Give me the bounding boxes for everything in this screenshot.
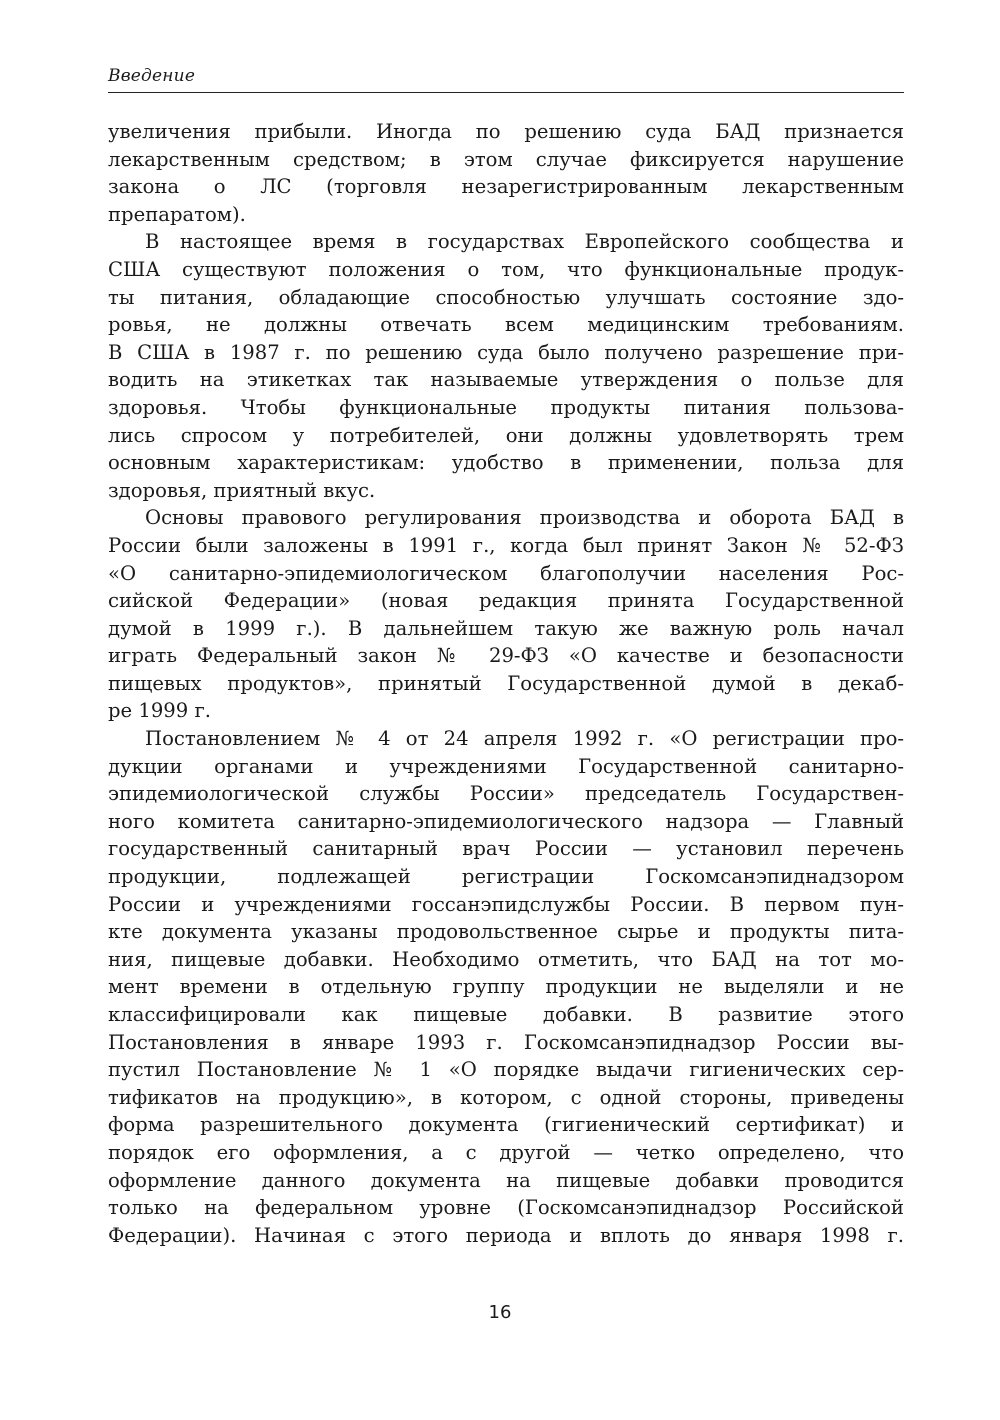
text-line: только на федеральном уровне (Госкомсанэпиднадзор Российской — [108, 1196, 904, 1220]
text-line: сийской Федерации» (новая редакция принята Государственной — [108, 589, 904, 613]
page-number: 16 — [488, 1302, 512, 1323]
text-line: ровья, не должны отвечать всем медицинским требованиям. — [108, 313, 904, 337]
text-line: здоровья. Чтобы функциональные продукты питания пользова- — [108, 395, 904, 419]
text-line: ре 1999 г. — [108, 699, 211, 723]
text-line: здоровья, приятный вкус. — [108, 478, 376, 502]
header-rule — [108, 92, 904, 93]
text-line: лись спросом у потребителей, они должны удовлетворять трем — [108, 423, 904, 447]
text-line: «О санитарно-эпидемиологическом благополучии населения Рос- — [108, 561, 904, 585]
text-line: Основы правового регулирования производства и оборота БАД в — [145, 506, 904, 530]
text-line: форма разрешительного документа (гигиенический сертификат) и — [108, 1113, 904, 1137]
text-line: думой в 1999 г.). В дальнейшем такую же важную роль начал — [108, 616, 904, 640]
text-line: Постановлением № 4 от 24 апреля 1992 г. «О регистрации про- — [145, 727, 904, 751]
text-line: России были заложены в 1991 г., когда был принят Закон № 52-ФЗ — [108, 533, 904, 557]
text-line: государственный санитарный врач России — установил перечень — [108, 837, 904, 861]
text-line: дукции органами и учреждениями Государственной санитарно- — [108, 754, 904, 778]
paragraph — [108, 725, 904, 1249]
text-line: мент времени в отдельную группу продукции не выделяли и не — [108, 975, 904, 999]
text-line: водить на этикетках так называемые утверждения о пользе для — [108, 368, 904, 392]
text-line: ты питания, обладающие способностью улучшать состояние здо- — [108, 285, 904, 309]
text-line: классифицировали как пищевые добавки. В развитие этого — [108, 1003, 904, 1026]
paragraph — [108, 228, 904, 504]
paragraph — [108, 504, 904, 725]
text-line: закона о ЛС (торговля незарегистрированным лекарственным — [108, 175, 904, 199]
text-line: основным характеристикам: удобство в применении, польза для — [108, 451, 904, 475]
text-line: играть Федеральный закон № 29-ФЗ «О качестве и безопасности — [108, 644, 904, 668]
text-line: Постановления в январе 1993 г. Госкомсанэпиднадзор России вы- — [108, 1030, 904, 1054]
body-text — [108, 118, 904, 1249]
text-line: России и учреждениями госсанэпидслужбы России. В первом пун- — [108, 892, 904, 916]
text-line: тификатов на продукцию», в котором, с одной стороны, приведены — [108, 1085, 904, 1109]
text-line: США существуют положения о том, что функциональные продук- — [108, 257, 904, 281]
text-line: эпидемиологической службы России» председатель Государствен- — [108, 782, 904, 806]
text-line: Федерации). Начиная с этого периода и вплоть до января 1998 г. — [108, 1223, 904, 1247]
text-line: кте документа указаны продовольственное сырье и продукты пита- — [108, 920, 904, 944]
text-line: В США в 1987 г. по решению суда было получено разрешение при- — [108, 340, 904, 364]
text-line: пустил Постановление № 1 «О порядке выдачи гигиенических сер- — [108, 1058, 904, 1082]
text-line: порядок его оформления, а с другой — четко определено, что — [108, 1140, 904, 1164]
text-line: увеличения прибыли. Иногда по решению суда БАД признается — [108, 120, 904, 143]
text-line: пищевых продуктов», принятый Государственной думой в декаб- — [108, 671, 904, 695]
paragraph — [108, 118, 904, 228]
text-line: лекарственным средством; в этом случае фиксируется нарушение — [108, 147, 904, 171]
text-line: продукции, подлежащей регистрации Госкомсанэпиднадзором — [108, 865, 904, 889]
running-header: Введение — [108, 66, 196, 86]
text-line: ния, пищевые добавки. Необходимо отметить, что БАД на тот мо- — [108, 947, 904, 971]
text-line: ного комитета санитарно-эпидемиологического надзора — Главный — [108, 809, 904, 833]
text-line: оформление данного документа на пищевые добавки проводится — [108, 1168, 904, 1192]
text-line: В настоящее время в государствах Европейского сообщества и — [145, 230, 904, 254]
text-line: препаратом). — [108, 202, 246, 226]
